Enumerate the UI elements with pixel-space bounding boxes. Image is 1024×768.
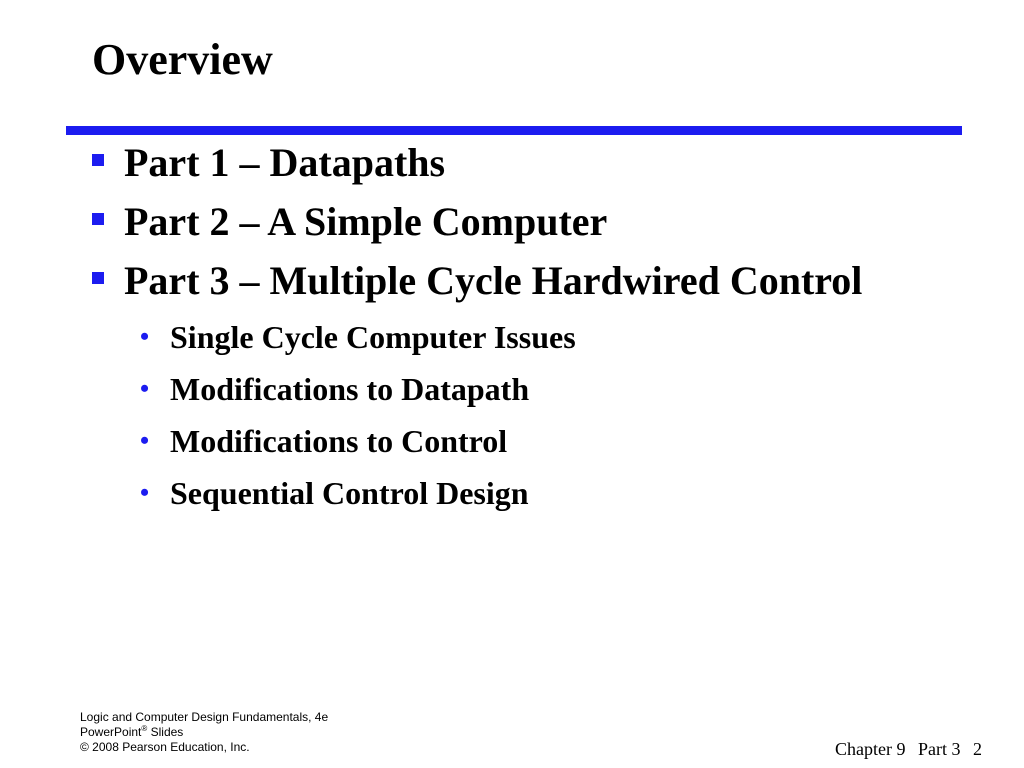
square-bullet-icon [92,213,104,225]
bullet-label: Part 3 – Multiple Cycle Hardwired Control [124,258,863,303]
bullet-label: Part 2 – A Simple Computer [124,199,608,244]
sub-bullet-label: Single Cycle Computer Issues [170,319,576,355]
footer-part: Part 3 [918,739,961,759]
credits-slides-line: PowerPoint® Slides [80,724,184,739]
square-bullet-icon [92,154,104,166]
credits-copyright: © 2008 Pearson Education, Inc. [80,740,250,754]
title-divider [66,126,962,135]
publisher-credits [80,710,328,755]
slide-footer [835,738,982,760]
sub-bullet-label: Sequential Control Design [170,475,529,511]
round-bullet-icon: • [140,374,150,403]
round-bullet-icon: • [140,322,150,351]
bullet-label: Part 1 – Datapaths [124,140,446,185]
sub-bullet-label: Modifications to Datapath [170,371,530,407]
page-number: 2 [973,739,982,759]
round-bullet-icon: • [140,478,150,507]
square-bullet-icon [92,272,104,284]
footer-chapter: Chapter 9 [835,739,906,759]
round-bullet-icon: • [140,426,150,455]
sub-bullet-label: Modifications to Control [170,423,508,459]
slide-title: Overview [92,35,273,84]
credits-book-title: Logic and Computer Design Fundamentals, 4e [80,710,329,724]
